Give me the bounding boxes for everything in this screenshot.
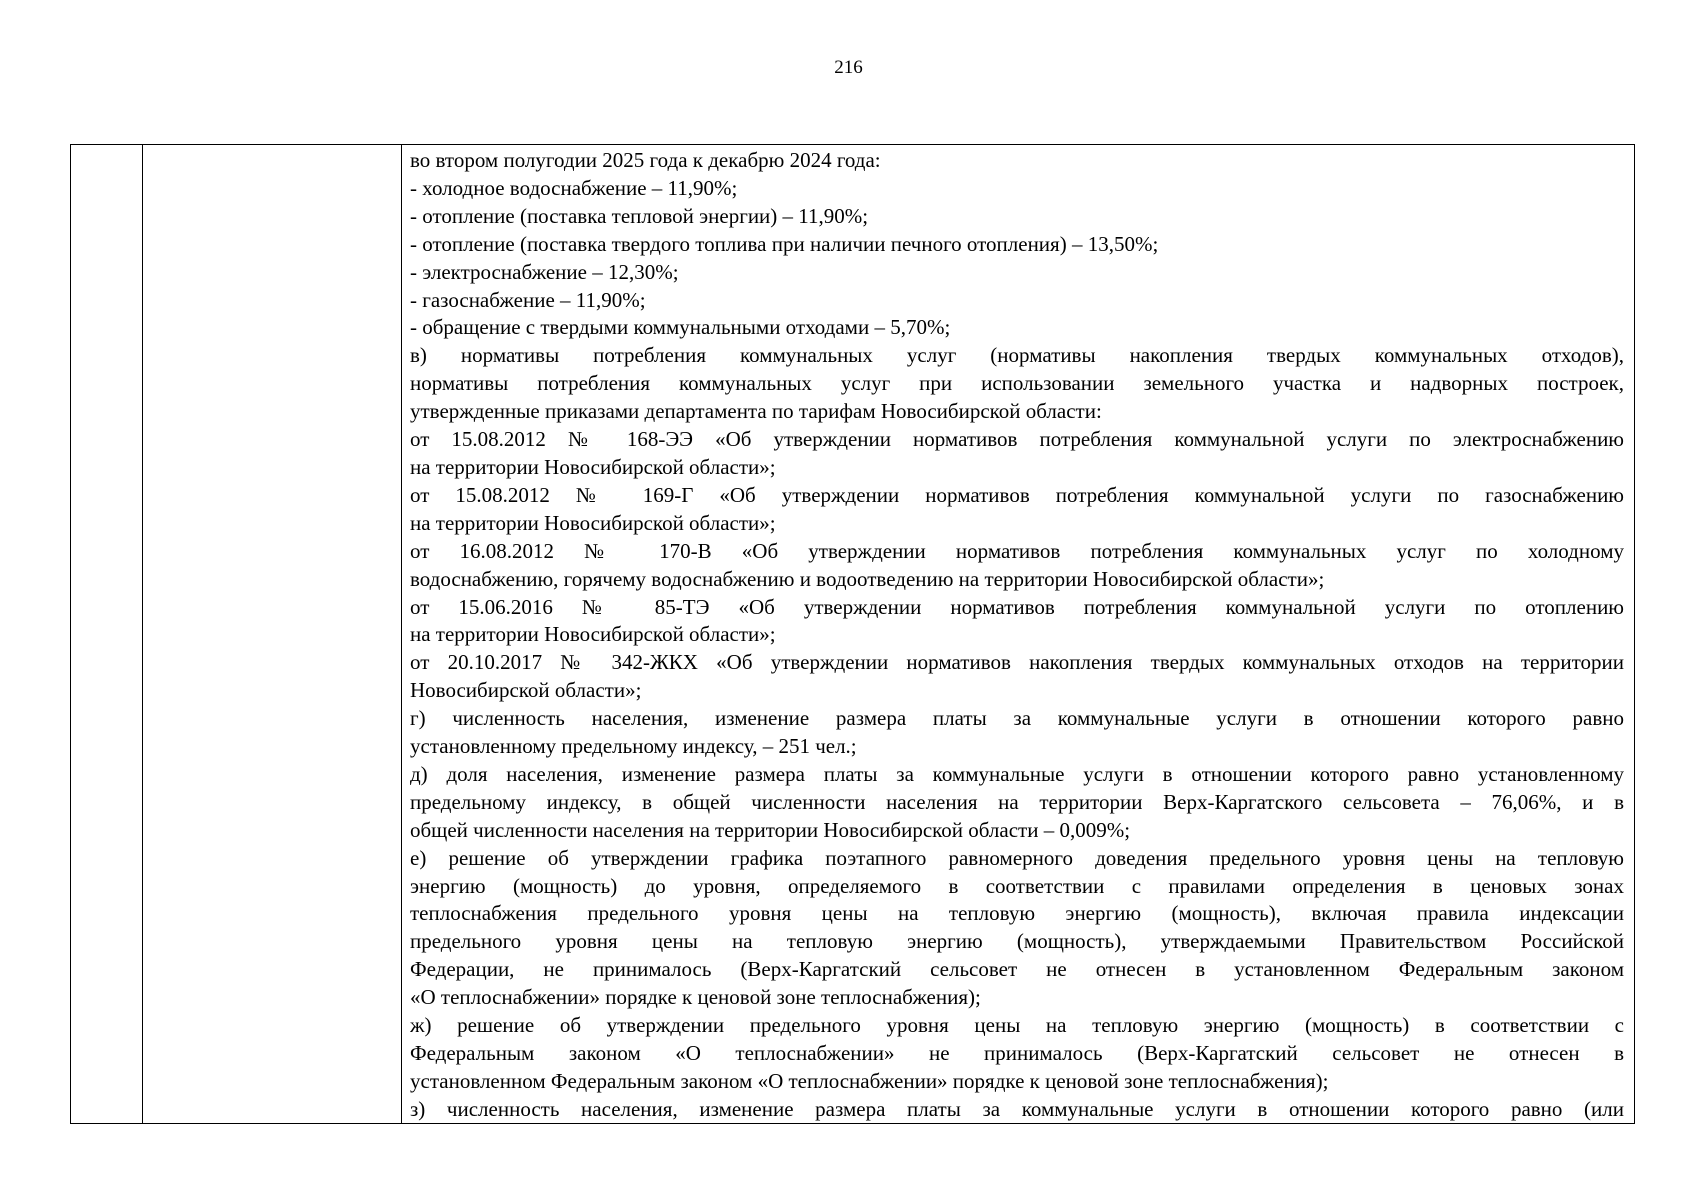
text-line: Новосибирской области»; bbox=[410, 678, 642, 703]
text-line: общей численности населения на территории Новосибирской области – 0,009%; bbox=[410, 817, 1131, 842]
text-line: от 16.08.2012 № 170-В «Об утверждении нормативов потребления коммунальных услуг по холодному bbox=[410, 538, 1624, 563]
text-line: в) нормативы потребления коммунальных услуг (нормативы накопления твердых коммунальных отходов), bbox=[410, 343, 1624, 368]
text-line: - обращение с твердыми коммунальными отходами – 5,70%; bbox=[410, 315, 951, 340]
table-text-cell bbox=[410, 147, 1624, 1124]
text-line: водоснабжению, горячему водоснабжению и водоотведению на территории Новосибирской области»; bbox=[410, 566, 1325, 591]
text-line: - отопление (поставка тепловой энергии) – 11,90%; bbox=[410, 203, 869, 228]
column-divider-2 bbox=[401, 145, 402, 1123]
text-line: г) численность населения, изменение размера платы за коммунальные услуги в отношении которого равно bbox=[410, 706, 1624, 731]
text-line: установленном Федеральным законом «О теплоснабжении» порядке к ценовой зоне теплоснабжения); bbox=[410, 1068, 1329, 1093]
text-line: «О теплоснабжении» порядке к ценовой зоне теплоснабжения); bbox=[410, 985, 981, 1010]
document-table bbox=[70, 144, 1635, 1124]
text-line: во втором полугодии 2025 года к декабрю 2024 года: bbox=[410, 148, 881, 172]
text-line: на территории Новосибирской области»; bbox=[410, 454, 776, 479]
column-divider-1 bbox=[142, 145, 143, 1123]
text-line: предельному индексу, в общей численности населения на территории Верх-Каргатского сельсовета – 76,06%, и в bbox=[410, 789, 1624, 814]
text-line: на территории Новосибирской области»; bbox=[410, 622, 776, 647]
text-line: - газоснабжение – 11,90%; bbox=[410, 287, 646, 312]
text-line: теплоснабжения предельного уровня цены на тепловую энергию (мощность), включая правила индексации bbox=[410, 901, 1624, 926]
text-line: на территории Новосибирской области»; bbox=[410, 510, 776, 535]
text-line: от 15.08.2012 № 169-Г «Об утверждении нормативов потребления коммунальной услуги по газоснабжению bbox=[410, 482, 1624, 507]
text-line: - отопление (поставка твердого топлива при наличии печного отопления) – 13,50%; bbox=[410, 231, 1159, 256]
text-line: Федерации, не принималось (Верх-Каргатский сельсовет не отнесен в установленном Федеральным законом bbox=[410, 957, 1624, 982]
text-line: утвержденные приказами департамента по тарифам Новосибирской области: bbox=[410, 399, 1102, 424]
text-line: установленному предельному индексу, – 251 чел.; bbox=[410, 734, 857, 759]
text-line: з) численность населения, изменение размера платы за коммунальные услуги в отношении которого равно (или bbox=[410, 1096, 1624, 1121]
text-line: предельного уровня цены на тепловую энергию (мощность), утверждаемыми Правительством Российской bbox=[410, 929, 1624, 954]
text-line: е) решение об утверждении графика поэтапного равномерного доведения предельного уровня цены на тепловую bbox=[410, 845, 1624, 870]
text-line: нормативы потребления коммунальных услуг при использовании земельного участка и надворных построек, bbox=[410, 371, 1624, 396]
page-number: 216 bbox=[834, 57, 863, 78]
text-line: энергию (мощность) до уровня, определяемого в соответствии с правилами определения в ценовых зонах bbox=[410, 873, 1624, 898]
text-line: от 20.10.2017 № 342-ЖКХ «Об утверждении нормативов накопления твердых коммунальных отходов на территории bbox=[410, 650, 1624, 675]
text-line: от 15.08.2012 № 168-ЭЭ «Об утверждении нормативов потребления коммунальной услуги по электроснабжению bbox=[410, 427, 1624, 452]
text-line: от 15.06.2016 № 85-ТЭ «Об утверждении нормативов потребления коммунальной услуги по отоплению bbox=[410, 594, 1624, 619]
text-line: - электроснабжение – 12,30%; bbox=[410, 259, 679, 284]
text-line: - холодное водоснабжение – 11,90%; bbox=[410, 175, 738, 200]
text-line: д) доля населения, изменение размера платы за коммунальные услуги в отношении которого равно установленному bbox=[410, 761, 1624, 786]
text-line: Федеральным законом «О теплоснабжении» не принималось (Верх-Каргатский сельсовет не отнесен в bbox=[410, 1041, 1624, 1065]
text-line: ж) решение об утверждении предельного уровня цены на тепловую энергию (мощность) в соответствии с bbox=[410, 1013, 1624, 1038]
